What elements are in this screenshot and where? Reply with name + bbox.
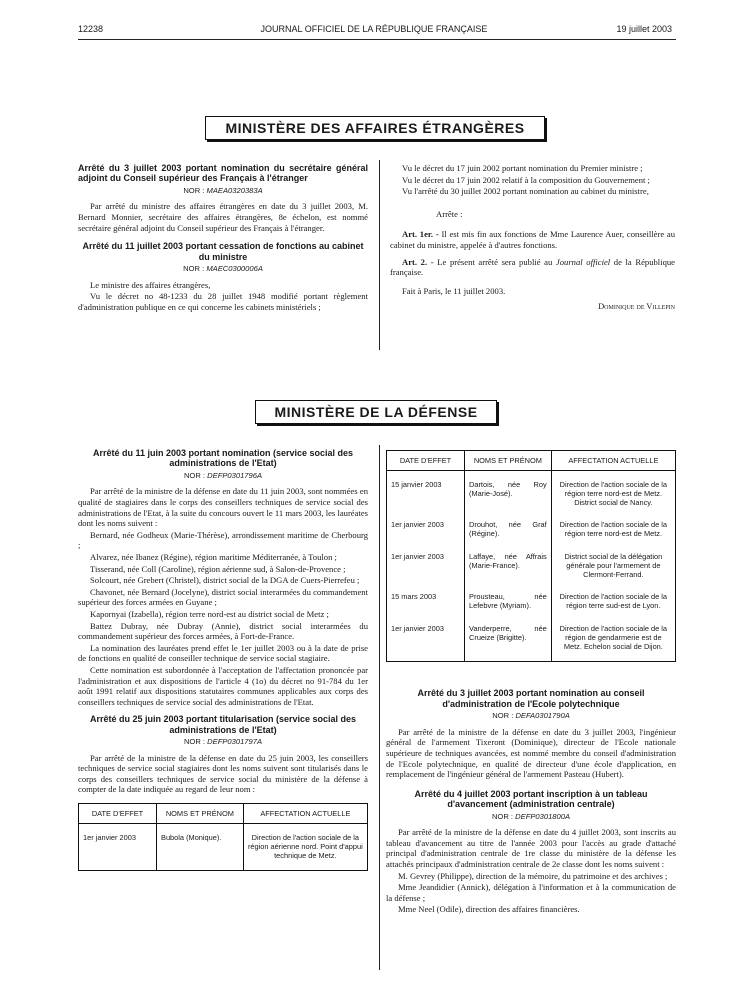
paragraph: Mme Neel (Odile), direction des affaires financières.: [398, 904, 580, 915]
table-row: [79, 824, 368, 871]
paragraph: Bernard, née Godheux (Marie-Thérèse), arrondissement maritime de Cherbourg ;: [78, 529, 368, 551]
paragraph: Par arrêté de la ministre de la défense en date du 4 juillet 2003, sont inscrits au tableau d'avancement au titre de l'année 2003 pour l'accès au grade d'attaché principal d'administration centrale de 1re classe du ministère de la défense les attachés principaux d'administration centrale de 2e classe dont les noms suivent :: [386, 827, 676, 869]
nor-reference: NOR : DEFP0301800A: [491, 811, 571, 821]
header-rule: [78, 39, 676, 40]
table-header: AFFECTATION ACTUELLE: [551, 451, 675, 471]
titularisation-table-continued: [386, 450, 676, 662]
table-header: AFFECTATION ACTUELLE: [243, 804, 367, 824]
ministry-banner-foreign-affairs: MINISTÈRE DES AFFAIRES ÉTRANGÈRES: [205, 116, 545, 140]
table-header: NOMS ET PRÉNOM: [465, 451, 552, 471]
paragraph: Cette nomination est subordonnée à l'acceptation de l'affectation prononcée par l'administration et aux dispositions de l'article 4 (1o) du décret no 91-784 du 1er août 1991 relatif aux dispositions statutaires communes applicables aux corps des conseillers techniques de service social des administrations de l'Etat.: [78, 664, 368, 707]
nor-reference: NOR : DEFP0301796A: [183, 470, 263, 480]
paragraph: Kapornyai (Izabella), région terre nord-est au district social de Metz ;: [90, 608, 329, 619]
table-cell: Vanderperre, née Crueize (Brigitte).: [465, 613, 552, 662]
table-cell: 15 janvier 2003: [387, 471, 465, 510]
decree-title: Arrêté du 25 juin 2003 portant titularisation (service social des administrations de l'Etat): [89, 714, 357, 735]
nor-reference: NOR : DEFA0301790A: [492, 711, 570, 721]
paragraph: Battez Dubray, née Dubray (Annie), district social interarmées du commandement supérieur des forces armées, à Fort-de-France.: [78, 620, 368, 642]
paragraph: Par arrêté de la ministre de la défense en date du 11 juin 2003, sont nommées en qualité de stagiaires dans le corps des conseillers techniques de service social des administrations de l'Etat, à la suite du concours ouvert le 11 mars 2003, les lauréates dont les noms suivent :: [78, 486, 368, 529]
table-cell: Direction de l'action sociale de la région aérienne nord. Point d'appui technique de Metz.: [243, 824, 367, 871]
table-cell: Drouhot, née Graf (Régine).: [465, 509, 552, 541]
paragraph: Vu le décret du 17 juin 2002 portant nomination du Premier ministre ;: [402, 163, 643, 173]
table-cell: 1er janvier 2003: [387, 613, 465, 662]
paragraph: Vu l'arrêté du 30 juillet 2002 portant nomination au cabinet du ministre,: [402, 186, 649, 197]
column-divider: [379, 160, 380, 350]
nor-reference: NOR : DEFP0301797A: [183, 737, 263, 747]
table-row: [387, 581, 676, 613]
journal-title: JOURNAL OFFICIEL DE LA RÉPUBLIQUE FRANÇAISE: [260, 24, 488, 34]
table-header: DATE D'EFFET: [79, 804, 157, 824]
decree-title: Arrêté du 3 juillet 2003 portant nomination du secrétaire général adjoint du Conseil supérieur des Français à l'étranger: [78, 163, 368, 184]
left-column-foreign: [78, 163, 368, 313]
paragraph: Le ministre des affaires étrangères,: [90, 279, 211, 290]
table-cell: Direction de l'action sociale de la région terre sud-est de Lyon.: [551, 581, 675, 613]
table-cell: Dartois, née Roy (Marie-José).: [465, 471, 552, 510]
table-row: [387, 509, 676, 541]
article-1: Art. 1er. - Il est mis fin aux fonctions de Mme Laurence Auer, conseillère au cabinet du ministre, appelée à d'autres fonctions.: [390, 229, 675, 250]
table-cell: 1er janvier 2003: [387, 541, 465, 581]
signature: Dominique de Villepin: [598, 302, 675, 312]
decree-title: Arrêté du 11 juin 2003 portant nomination (service social des administrations de l'Etat): [92, 448, 354, 469]
table-cell: Direction de l'action sociale de la région terre nord-est de Metz.: [551, 509, 675, 541]
paragraph: Chavonet, née Bernard (Jocelyne), district social interarmées du commandement supérieur des forces armées en Guyane ;: [78, 586, 368, 608]
paragraph: Tisserand, née Coll (Caroline), région aérienne sud, à Salon-de-Provence ;: [90, 563, 346, 574]
paragraph: La nomination des lauréates prend effet le 1er juillet 2003 ou à la date de prise de fonctions en qualité de conseiller technique de service social stagiaire.: [78, 642, 368, 664]
table-header: NOMS ET PRÉNOM: [157, 804, 244, 824]
issue-date: 19 juillet 2003: [616, 24, 672, 34]
table-cell: Direction de l'action sociale de la région de gendarmerie est de Metz. Echelon social de Dijon.: [551, 613, 675, 662]
decree-title: Arrêté du 4 juillet 2003 portant inscription à un tableau d'avancement (administration centrale): [414, 788, 648, 810]
titularisation-table: [78, 803, 368, 871]
page-number: 12238: [78, 24, 104, 34]
table-row: [387, 541, 676, 581]
paragraph: Alvarez, née Ibanez (Régine), région maritime Méditerranée, à Toulon ;: [90, 551, 337, 562]
paragraph: Par arrêté du ministre des affaires étrangères en date du 3 juillet 2003, M. Bernard Monnier, secrétaire des affaires étrangères, 8e échelon, est nommé secrétaire général adjoint du Conseil supérieur des Français à l'étranger.: [78, 201, 368, 233]
table-row: [387, 471, 676, 510]
table-cell: District social de la délégation générale pour l'armement de Clermont-Ferrand.: [551, 541, 675, 581]
decree-title: Arrêté du 3 juillet 2003 portant nomination au conseil d'administration de l'Ecole polytechnique: [417, 688, 645, 709]
column-divider: [379, 445, 380, 970]
table-cell: 1er janvier 2003: [79, 824, 157, 871]
paragraph: M. Gevrey (Philippe), direction de la mémoire, du patrimoine et des archives ;: [398, 870, 668, 881]
table-cell: Prousteau, née Lefebvre (Myriam).: [465, 581, 552, 613]
right-column-foreign: [390, 163, 675, 313]
table-cell: Bubola (Monique).: [157, 824, 244, 871]
table-cell: 1er janvier 2003: [387, 509, 465, 541]
right-column-defense: [386, 450, 676, 916]
fait-a-paris: Fait à Paris, le 11 juillet 2003.: [402, 285, 506, 296]
nor-reference: NOR : MAEA0320383A: [183, 185, 263, 195]
nor-reference: NOR : MAEC0300006A: [183, 264, 263, 273]
table-cell: 15 mars 2003: [387, 581, 465, 613]
decree-title: Arrêté du 11 juillet 2003 portant cessation de fonctions au cabinet du ministre: [82, 241, 364, 262]
left-column-defense: [78, 448, 368, 871]
paragraph: Vu le décret no 48-1233 du 28 juillet 1948 modifié portant règlement d'administration publique en ce qui concerne les cabinets ministériels ;: [78, 291, 368, 312]
paragraph: Mme Jeandidier (Annick), délégation à l'information et à la communication de la défense ;: [386, 882, 676, 903]
paragraph: Solcourt, née Grebert (Christel), district social de la DGA de Cuers-Pierrefeu ;: [90, 575, 360, 586]
paragraph: Par arrêté de la ministre de la défense en date du 3 juillet 2003, l'ingénieur général de l'armement Tixeront (Dominique), directeur de l'Ecole nationale supérieure de techniques avancées, est nommé membre du conseil d'administration de l'Ecole polytechnique, en qualité de directeur d'une école d'application, en remplacement de l'ingénieur général de l'armement Pasteau (Hubert).: [386, 726, 676, 780]
article-2: Art. 2. - Le présent arrêté sera publié au Journal officiel de la République française.: [390, 256, 675, 278]
arrete-heading: Arrête :: [436, 208, 463, 219]
ministry-banner-defense: MINISTÈRE DE LA DÉFENSE: [255, 400, 497, 424]
decree-body: [78, 486, 368, 707]
table-cell: Laffaye, née Affrais (Marie-France).: [465, 541, 552, 581]
table-cell: Direction de l'action sociale de la région terre nord-est de Metz. District social de Nancy.: [551, 471, 675, 510]
table-row: [387, 613, 676, 662]
paragraph: Vu le décret du 17 juin 2002 relatif à la composition du Gouvernement ;: [402, 174, 650, 185]
paragraph: Par arrêté de la ministre de la défense en date du 25 juin 2003, les conseillers techniques de service social stagiaires dont les noms suivent sont titularisés dans le corps des conseillers techniques de service social du ministère de la défense à compter de la date indiquée au regard de leur nom :: [78, 752, 368, 795]
table-header: DATE D'EFFET: [387, 451, 465, 471]
